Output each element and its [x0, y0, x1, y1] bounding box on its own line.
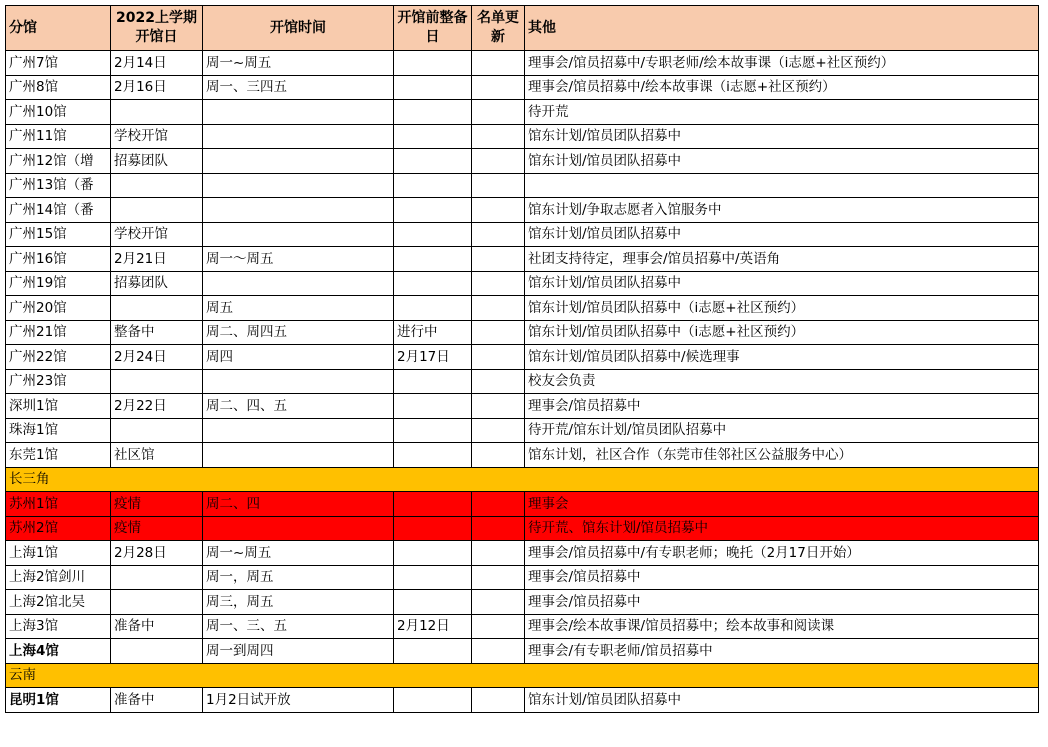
list-update-cell[interactable] — [472, 345, 525, 370]
table-row — [6, 320, 1039, 345]
hours-cell[interactable]: 周一、三四五 — [203, 75, 394, 100]
open-date-cell[interactable] — [111, 565, 203, 590]
branch-cell[interactable]: 上海2馆剑川 — [6, 565, 111, 590]
branch-cell[interactable]: 广州20馆 — [6, 296, 111, 321]
prep-day-cell[interactable] — [394, 565, 472, 590]
other-cell[interactable]: 理事会/馆员招募中/有专职老师；晚托（2月17日开始） — [525, 541, 1039, 566]
hours-cell[interactable] — [203, 124, 394, 149]
branch-cell[interactable]: 昆明1馆 — [6, 688, 111, 713]
table-row — [6, 345, 1039, 370]
hours-cell[interactable]: 周一~周五 — [203, 51, 394, 76]
header-row — [6, 6, 1039, 51]
hours-cell[interactable] — [203, 271, 394, 296]
open-date-cell[interactable]: 招募团队 — [111, 271, 203, 296]
prep-day-cell[interactable] — [394, 639, 472, 664]
open-date-cell[interactable] — [111, 100, 203, 125]
list-update-cell[interactable] — [472, 614, 525, 639]
other-cell[interactable]: 馆东计划/馆员团队招募中 — [525, 149, 1039, 174]
hours-cell[interactable]: 周四 — [203, 345, 394, 370]
prep-day-cell[interactable] — [394, 149, 472, 174]
hours-cell[interactable]: 周二、四、五 — [203, 394, 394, 419]
other-cell[interactable]: 馆东计划/馆员团队招募中 — [525, 124, 1039, 149]
table-row — [6, 124, 1039, 149]
list-update-cell[interactable] — [472, 271, 525, 296]
hours-cell[interactable]: 周二、周四五 — [203, 320, 394, 345]
table-row — [6, 149, 1039, 174]
branch-cell[interactable]: 广州21馆 — [6, 320, 111, 345]
open-date-cell[interactable]: 2月24日 — [111, 345, 203, 370]
branch-cell[interactable]: 广州23馆 — [6, 369, 111, 394]
branch-cell[interactable]: 广州7馆 — [6, 51, 111, 76]
branch-cell[interactable]: 广州12馆（增 — [6, 149, 111, 174]
prep-day-cell[interactable] — [394, 173, 472, 198]
other-cell[interactable]: 理事会/馆员招募中 — [525, 590, 1039, 615]
open-date-cell[interactable]: 社区馆 — [111, 443, 203, 468]
section-row — [6, 663, 1039, 688]
other-cell[interactable]: 馆东计划/馆员团队招募中/候选理事 — [525, 345, 1039, 370]
table-row — [6, 639, 1039, 664]
list-update-cell[interactable] — [472, 541, 525, 566]
open-date-cell[interactable] — [111, 173, 203, 198]
list-update-cell[interactable] — [472, 100, 525, 125]
hours-cell[interactable] — [203, 369, 394, 394]
prep-day-cell[interactable] — [394, 124, 472, 149]
open-date-cell[interactable]: 2月14日 — [111, 51, 203, 76]
hours-cell[interactable]: 周一、三、五 — [203, 614, 394, 639]
list-update-cell[interactable] — [472, 443, 525, 468]
hours-cell[interactable]: 周一，周五 — [203, 565, 394, 590]
list-update-cell[interactable] — [472, 492, 525, 517]
prep-day-cell[interactable]: 2月12日 — [394, 614, 472, 639]
other-cell[interactable]: 馆东计划/馆员团队招募中 — [525, 271, 1039, 296]
section-label[interactable]: 长三角 — [6, 467, 1039, 492]
list-update-cell[interactable] — [472, 198, 525, 223]
list-update-cell[interactable] — [472, 51, 525, 76]
other-cell[interactable]: 理事会/绘本故事课/馆员招募中；绘本故事和阅读课 — [525, 614, 1039, 639]
open-date-cell[interactable]: 疫情 — [111, 492, 203, 517]
other-cell[interactable]: 馆东计划/馆员团队招募中 — [525, 688, 1039, 713]
list-update-cell[interactable] — [472, 75, 525, 100]
table-row — [6, 198, 1039, 223]
open-date-cell[interactable]: 招募团队 — [111, 149, 203, 174]
table-row — [6, 75, 1039, 100]
other-cell[interactable]: 待开荒、馆东计划/馆员招募中 — [525, 516, 1039, 541]
open-date-cell[interactable] — [111, 639, 203, 664]
header-branch[interactable]: 分馆 — [6, 6, 111, 51]
branch-cell[interactable]: 广州15馆 — [6, 222, 111, 247]
prep-day-cell[interactable] — [394, 443, 472, 468]
prep-day-cell[interactable] — [394, 541, 472, 566]
table-row — [6, 590, 1039, 615]
prep-day-cell[interactable] — [394, 492, 472, 517]
list-update-cell[interactable] — [472, 173, 525, 198]
open-date-cell[interactable]: 准备中 — [111, 688, 203, 713]
list-update-cell[interactable] — [472, 369, 525, 394]
table-row — [6, 369, 1039, 394]
hours-cell[interactable] — [203, 198, 394, 223]
open-date-cell[interactable] — [111, 418, 203, 443]
hours-cell[interactable]: 周二、四 — [203, 492, 394, 517]
prep-day-cell[interactable] — [394, 271, 472, 296]
list-update-cell[interactable] — [472, 418, 525, 443]
open-date-cell[interactable]: 学校开馆 — [111, 124, 203, 149]
prep-day-cell[interactable] — [394, 100, 472, 125]
open-date-cell[interactable]: 学校开馆 — [111, 222, 203, 247]
list-update-cell[interactable] — [472, 688, 525, 713]
hours-cell[interactable] — [203, 443, 394, 468]
branch-cell[interactable]: 上海4馆 — [6, 639, 111, 664]
hours-cell[interactable]: 周一～周五 — [203, 247, 394, 272]
branch-cell[interactable]: 深圳1馆 — [6, 394, 111, 419]
header-list-update[interactable]: 名单更新 — [472, 6, 525, 51]
table-row — [6, 247, 1039, 272]
spreadsheet — [5, 5, 1039, 713]
other-cell[interactable]: 理事会 — [525, 492, 1039, 517]
header-prep-day[interactable]: 开馆前整备日 — [394, 6, 472, 51]
prep-day-cell[interactable]: 2月17日 — [394, 345, 472, 370]
other-cell[interactable]: 馆东计划/争取志愿者入馆服务中 — [525, 198, 1039, 223]
branch-cell[interactable]: 上海2馆北吴 — [6, 590, 111, 615]
hours-cell[interactable] — [203, 100, 394, 125]
open-date-cell[interactable] — [111, 296, 203, 321]
prep-day-cell[interactable] — [394, 198, 472, 223]
hours-cell[interactable]: 周三，周五 — [203, 590, 394, 615]
other-cell[interactable]: 馆东计划/馆员团队招募中（i志愿+社区预约） — [525, 296, 1039, 321]
other-cell[interactable] — [525, 173, 1039, 198]
hours-cell[interactable] — [203, 418, 394, 443]
prep-day-cell[interactable] — [394, 394, 472, 419]
table-row — [6, 394, 1039, 419]
branch-cell[interactable]: 广州19馆 — [6, 271, 111, 296]
list-update-cell[interactable] — [472, 149, 525, 174]
branch-table — [5, 5, 1039, 713]
other-cell[interactable]: 理事会/馆员招募中/绘本故事课（i志愿+社区预约） — [525, 75, 1039, 100]
branch-cell[interactable]: 广州16馆 — [6, 247, 111, 272]
branch-cell[interactable]: 上海3馆 — [6, 614, 111, 639]
list-update-cell[interactable] — [472, 247, 525, 272]
other-cell[interactable]: 馆东计划/馆员团队招募中 — [525, 222, 1039, 247]
list-update-cell[interactable] — [472, 590, 525, 615]
hours-cell[interactable]: 周五 — [203, 296, 394, 321]
open-date-cell[interactable] — [111, 198, 203, 223]
hours-cell[interactable] — [203, 222, 394, 247]
prep-day-cell[interactable] — [394, 296, 472, 321]
open-date-cell[interactable] — [111, 590, 203, 615]
table-row — [6, 100, 1039, 125]
open-date-cell[interactable]: 准备中 — [111, 614, 203, 639]
other-cell[interactable]: 社团支持待定，理事会/馆员招募中/英语角 — [525, 247, 1039, 272]
list-update-cell[interactable] — [472, 320, 525, 345]
other-cell[interactable]: 理事会/馆员招募中 — [525, 394, 1039, 419]
list-update-cell[interactable] — [472, 296, 525, 321]
prep-day-cell[interactable]: 进行中 — [394, 320, 472, 345]
prep-day-cell[interactable] — [394, 516, 472, 541]
header-hours[interactable]: 开馆时间 — [203, 6, 394, 51]
table-body — [6, 51, 1039, 713]
open-date-cell[interactable]: 2月22日 — [111, 394, 203, 419]
table-row — [6, 51, 1039, 76]
other-cell[interactable]: 馆东计划，社区合作（东莞市佳邻社区公益服务中心） — [525, 443, 1039, 468]
table-row — [6, 614, 1039, 639]
other-cell[interactable]: 理事会/有专职老师/馆员招募中 — [525, 639, 1039, 664]
list-update-cell[interactable] — [472, 565, 525, 590]
hours-cell[interactable]: 周一到周四 — [203, 639, 394, 664]
branch-cell[interactable]: 广州8馆 — [6, 75, 111, 100]
prep-day-cell[interactable] — [394, 51, 472, 76]
open-date-cell[interactable]: 2月21日 — [111, 247, 203, 272]
list-update-cell[interactable] — [472, 394, 525, 419]
table-row — [6, 443, 1039, 468]
branch-cell[interactable]: 东莞1馆 — [6, 443, 111, 468]
other-cell[interactable]: 理事会/馆员招募中 — [525, 565, 1039, 590]
open-date-cell[interactable]: 2月28日 — [111, 541, 203, 566]
table-row — [6, 222, 1039, 247]
header-open-date[interactable]: 2022上学期开馆日 — [111, 6, 203, 51]
section-row — [6, 467, 1039, 492]
branch-cell[interactable]: 珠海1馆 — [6, 418, 111, 443]
other-cell[interactable]: 馆东计划/馆员团队招募中（i志愿+社区预约） — [525, 320, 1039, 345]
table-row — [6, 541, 1039, 566]
hours-cell[interactable]: 1月2日试开放 — [203, 688, 394, 713]
section-label[interactable]: 云南 — [6, 663, 1039, 688]
other-cell[interactable]: 待开荒/馆东计划/馆员团队招募中 — [525, 418, 1039, 443]
prep-day-cell[interactable] — [394, 688, 472, 713]
open-date-cell[interactable]: 疫情 — [111, 516, 203, 541]
other-cell[interactable]: 理事会/馆员招募中/专职老师/绘本故事课（i志愿+社区预约） — [525, 51, 1039, 76]
hours-cell[interactable] — [203, 149, 394, 174]
table-row — [6, 565, 1039, 590]
list-update-cell[interactable] — [472, 222, 525, 247]
branch-cell[interactable]: 苏州1馆 — [6, 492, 111, 517]
header-other[interactable]: 其他 — [525, 6, 1039, 51]
prep-day-cell[interactable] — [394, 590, 472, 615]
table-row — [6, 418, 1039, 443]
table-row — [6, 296, 1039, 321]
table-row — [6, 492, 1039, 517]
branch-cell[interactable]: 广州13馆（番 — [6, 173, 111, 198]
branch-cell[interactable]: 上海1馆 — [6, 541, 111, 566]
branch-cell[interactable]: 广州22馆 — [6, 345, 111, 370]
list-update-cell[interactable] — [472, 124, 525, 149]
branch-cell[interactable]: 广州10馆 — [6, 100, 111, 125]
open-date-cell[interactable]: 2月16日 — [111, 75, 203, 100]
hours-cell[interactable] — [203, 173, 394, 198]
other-cell[interactable]: 校友会负责 — [525, 369, 1039, 394]
prep-day-cell[interactable] — [394, 369, 472, 394]
hours-cell[interactable]: 周一~周五 — [203, 541, 394, 566]
branch-cell[interactable]: 苏州2馆 — [6, 516, 111, 541]
branch-cell[interactable]: 广州11馆 — [6, 124, 111, 149]
branch-cell[interactable]: 广州14馆（番 — [6, 198, 111, 223]
prep-day-cell[interactable] — [394, 418, 472, 443]
table-row — [6, 516, 1039, 541]
list-update-cell[interactable] — [472, 639, 525, 664]
prep-day-cell[interactable] — [394, 222, 472, 247]
table-row — [6, 271, 1039, 296]
prep-day-cell[interactable] — [394, 75, 472, 100]
list-update-cell[interactable] — [472, 516, 525, 541]
open-date-cell[interactable]: 整备中 — [111, 320, 203, 345]
other-cell[interactable]: 待开荒 — [525, 100, 1039, 125]
hours-cell[interactable] — [203, 516, 394, 541]
table-row — [6, 688, 1039, 713]
prep-day-cell[interactable] — [394, 247, 472, 272]
open-date-cell[interactable] — [111, 369, 203, 394]
table-row — [6, 173, 1039, 198]
